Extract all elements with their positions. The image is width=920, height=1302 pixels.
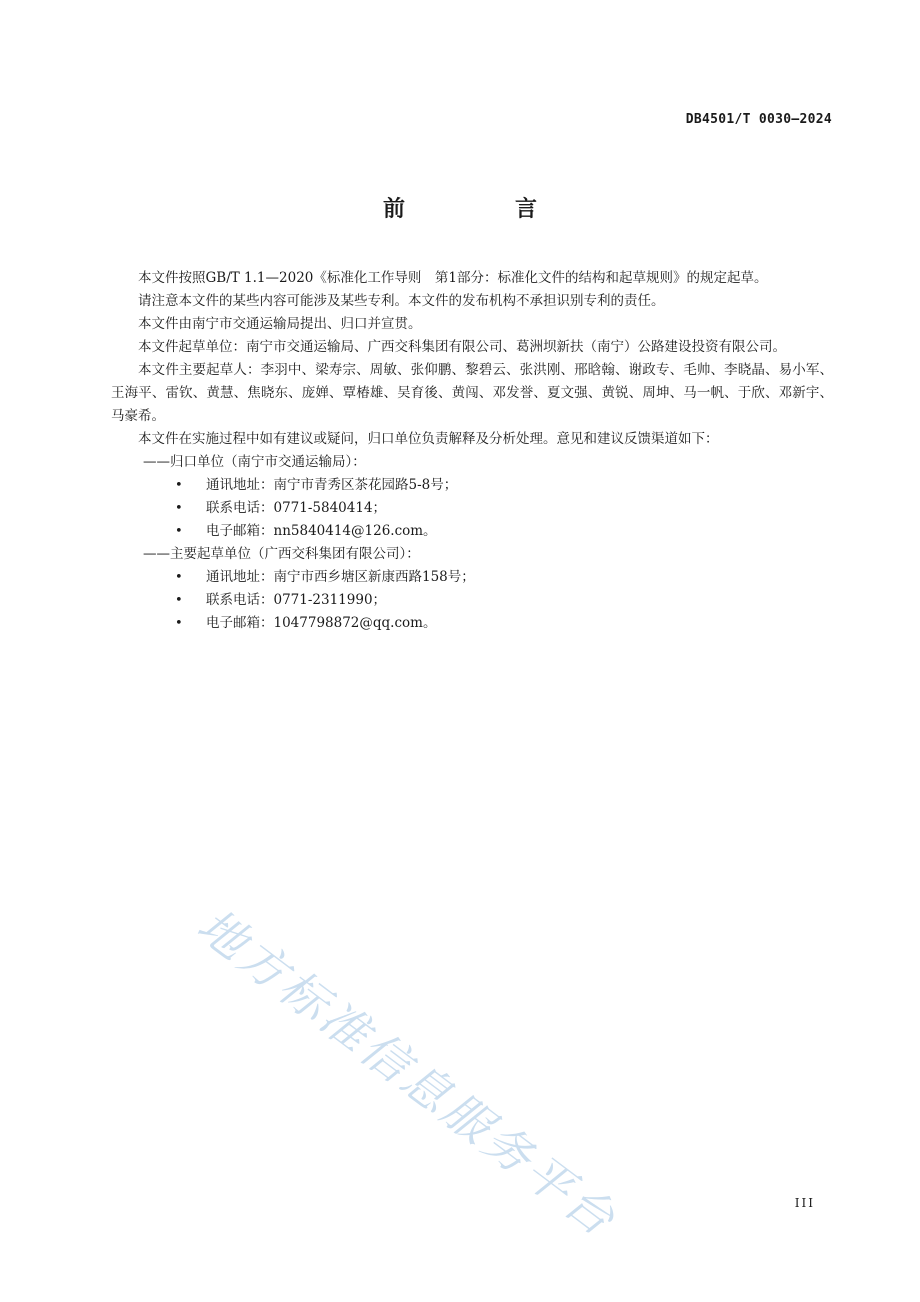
paragraph-drafters: 本文件主要起草人：李羽中、梁寿宗、周敏、张仰鹏、黎碧云、张洪刚、邢晗翰、谢政专、毛帅、李晓晶、易小军、王海平、雷钦、黄慧、焦晓东、庞婵、覃椿雄、吴育後、黄闯、邓发誉、夏文强、黄锐、周坤、马一帆、于欣、邓新宇、马豪希。 xyxy=(111,362,833,424)
contact-text: 联系电话：0771-5840414； xyxy=(206,500,387,516)
contact-text: 通讯地址：南宁市西乡塘区新康西路158号； xyxy=(206,569,475,585)
contact-text: 电子邮箱：1047798872@qq.com。 xyxy=(206,615,437,631)
contact-list xyxy=(111,566,833,635)
contact-address xyxy=(111,474,833,497)
contact-email xyxy=(111,520,833,543)
paragraph-patent-notice: 请注意本文件的某些内容可能涉及某些专利。本文件的发布机构不承担识别专利的责任。 xyxy=(138,293,665,309)
contact-heading: ——主要起草单位（广西交科集团有限公司）： xyxy=(143,546,420,562)
paragraph-proposer: 本文件由南宁市交通运输局提出、归口并宣贯。 xyxy=(138,316,422,332)
bullet-icon: • xyxy=(175,524,183,539)
bullet-icon: • xyxy=(175,616,183,631)
bullet-icon: • xyxy=(175,501,183,516)
page-title: 前 言 xyxy=(382,197,581,222)
contact-address xyxy=(111,566,833,589)
preface-body xyxy=(111,267,833,635)
contact-list xyxy=(111,474,833,543)
bullet-icon: • xyxy=(175,593,183,608)
contact-heading: ——归口单位（南宁市交通运输局）： xyxy=(143,454,366,470)
contact-phone xyxy=(111,589,833,612)
document-code: DB4501/T 0030—2024 xyxy=(685,112,832,127)
contact-phone xyxy=(111,497,833,520)
bullet-icon: • xyxy=(175,478,183,493)
paragraph-drafting-basis: 本文件按照GB/T 1.1—2020《标准化工作导则 第1部分：标准化文件的结构和起草规则》的规定起草。 xyxy=(138,270,768,286)
page-number: III xyxy=(794,1196,815,1210)
contact-text: 联系电话：0771-2311990； xyxy=(206,592,387,608)
contact-block-main-drafter xyxy=(111,543,833,635)
bullet-icon: • xyxy=(175,570,183,585)
contact-block-competent-unit xyxy=(111,451,833,543)
contact-text: 通讯地址：南宁市青秀区茶花园路5-8号； xyxy=(206,477,458,493)
contact-text: 电子邮箱：nn5840414@126.com。 xyxy=(206,523,437,539)
paragraph-drafting-units: 本文件起草单位：南宁市交通运输局、广西交科集团有限公司、葛洲坝新扶（南宁）公路建设投资有限公司。 xyxy=(138,339,786,355)
contact-email xyxy=(111,612,833,635)
watermark: 地方标准信息服务平台 xyxy=(186,897,628,1249)
paragraph-feedback: 本文件在实施过程中如有建议或疑问，归口单位负责解释及分析处理。意见和建议反馈渠道如下： xyxy=(138,431,719,447)
